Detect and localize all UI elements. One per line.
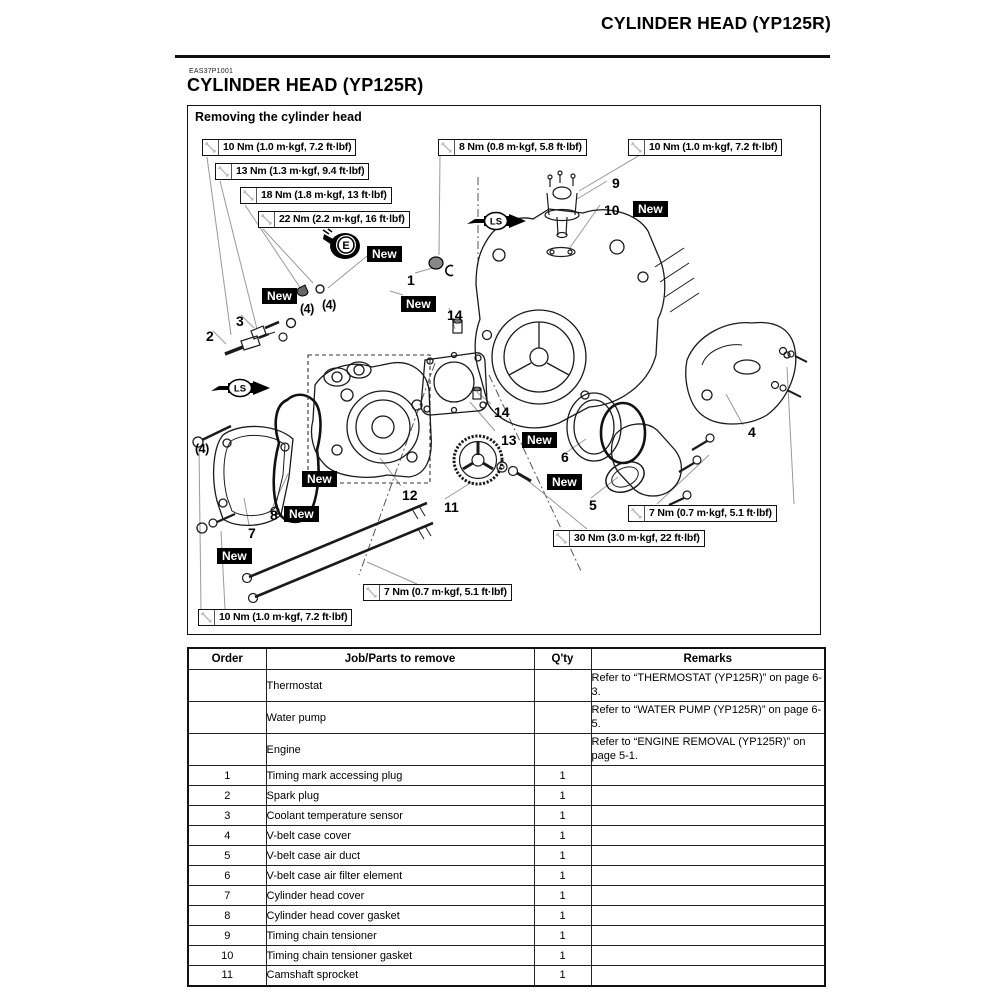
wrench-icon-box — [439, 140, 455, 155]
cell-order: 6 — [188, 866, 266, 886]
table-row — [188, 946, 825, 966]
part-number-label: 2 — [206, 328, 214, 344]
table-row — [188, 826, 825, 846]
wrench-icon — [631, 142, 642, 153]
wrench-icon-box — [199, 610, 215, 625]
table-row — [188, 670, 825, 702]
cell-job: Spark plug — [266, 786, 534, 806]
part-number-label: 12 — [402, 487, 418, 503]
cell-order — [188, 702, 266, 734]
cell-remarks: Refer to “ENGINE REMOVAL (YP125R)” on page 5-1. — [591, 734, 825, 766]
torque-spec-text: 10 Nm (1.0 m·kgf, 7.2 ft·lbf) — [223, 141, 352, 153]
wrench-icon-box — [554, 531, 570, 546]
part-number-label: 10 — [604, 202, 620, 218]
cell-job: Cylinder head cover gasket — [266, 906, 534, 926]
bolt-quantity-note: (4) — [300, 302, 314, 316]
parts-table — [187, 647, 826, 987]
torque-spec-text: 22 Nm (2.2 m·kgf, 16 ft·lbf) — [279, 213, 405, 225]
wrench-icon — [205, 142, 216, 153]
table-row — [188, 906, 825, 926]
new-badge: New — [367, 246, 402, 262]
cell-qty: 1 — [534, 906, 591, 926]
column-header: Job/Parts to remove — [266, 648, 534, 670]
torque-callout — [628, 139, 782, 156]
cell-remarks — [591, 806, 825, 826]
figure-subtitle: Removing the cylinder head — [195, 110, 362, 124]
table-row — [188, 702, 825, 734]
torque-spec-text: 18 Nm (1.8 m·kgf, 13 ft·lbf) — [261, 189, 387, 201]
section-title: CYLINDER HEAD (YP125R) — [187, 75, 424, 95]
wrench-icon — [218, 166, 229, 177]
torque-callout — [215, 163, 369, 180]
part-number-label: 1 — [407, 272, 415, 288]
cell-order — [188, 734, 266, 766]
wrench-icon-box — [203, 140, 219, 155]
cell-order — [188, 670, 266, 702]
cell-order: 1 — [188, 766, 266, 786]
cell-job: Camshaft sprocket — [266, 966, 534, 986]
part-number-label: 14 — [447, 307, 463, 323]
torque-callout — [198, 609, 352, 626]
part-number-label: 14 — [494, 404, 510, 420]
part-number-label: 7 — [248, 525, 256, 541]
table-header-row — [188, 648, 825, 670]
cell-job: V-belt case air duct — [266, 846, 534, 866]
cell-remarks — [591, 926, 825, 946]
wrench-icon — [366, 587, 377, 598]
cell-order: 7 — [188, 886, 266, 906]
bolt-quantity-note: (4) — [322, 298, 336, 312]
torque-spec-text: 10 Nm (1.0 m·kgf, 7.2 ft·lbf) — [649, 141, 778, 153]
column-header: Remarks — [591, 648, 825, 670]
grease-applicator-icon — [210, 376, 272, 405]
wrench-icon — [261, 214, 272, 225]
table-row — [188, 846, 825, 866]
new-badge: New — [547, 474, 582, 490]
table-row — [188, 734, 825, 766]
wrench-icon-box — [259, 212, 275, 227]
cell-job: Timing mark accessing plug — [266, 766, 534, 786]
column-header: Order — [188, 648, 266, 670]
part-number-label: 13 — [501, 432, 517, 448]
torque-spec-text: 7 Nm (0.7 m·kgf, 5.1 ft·lbf) — [384, 586, 507, 598]
cell-order: 3 — [188, 806, 266, 826]
torque-callout — [202, 139, 356, 156]
wrench-icon — [631, 508, 642, 519]
cell-job: V-belt case cover — [266, 826, 534, 846]
cell-qty: 1 — [534, 926, 591, 946]
table-row — [188, 886, 825, 906]
torque-spec-text: 13 Nm (1.3 m·kgf, 9.4 ft·lbf) — [236, 165, 365, 177]
new-badge: New — [522, 432, 557, 448]
cell-qty: 1 — [534, 946, 591, 966]
cell-qty: 1 — [534, 846, 591, 866]
new-badge: New — [217, 548, 252, 564]
part-number-label: 8 — [270, 507, 278, 523]
cell-remarks — [591, 826, 825, 846]
cell-qty — [534, 670, 591, 702]
new-badge: New — [633, 201, 668, 217]
cell-job: Coolant temperature sensor — [266, 806, 534, 826]
cell-remarks — [591, 766, 825, 786]
torque-spec-text: 7 Nm (0.7 m·kgf, 5.1 ft·lbf) — [649, 507, 772, 519]
torque-callout — [363, 584, 512, 601]
grease-applicator-icon — [466, 209, 528, 238]
part-number-label: 9 — [612, 175, 620, 191]
cell-qty: 1 — [534, 766, 591, 786]
part-number-label: 11 — [444, 499, 459, 515]
cell-qty: 1 — [534, 806, 591, 826]
cell-job: Water pump — [266, 702, 534, 734]
cell-qty — [534, 734, 591, 766]
part-number-label: 5 — [589, 497, 597, 513]
torque-spec-text: 8 Nm (0.8 m·kgf, 5.8 ft·lbf) — [459, 141, 582, 153]
section-code: EAS37P1001 — [189, 68, 234, 75]
cell-job: Cylinder head cover — [266, 886, 534, 906]
table-row — [188, 926, 825, 946]
cell-order: 2 — [188, 786, 266, 806]
cell-job: Engine — [266, 734, 534, 766]
cell-qty: 1 — [534, 826, 591, 846]
table-row — [188, 806, 825, 826]
torque-spec-text: 10 Nm (1.0 m·kgf, 7.2 ft·lbf) — [219, 611, 348, 623]
torque-callout — [553, 530, 705, 547]
applicator-letter: E — [342, 240, 350, 252]
cell-order: 9 — [188, 926, 266, 946]
cell-remarks — [591, 966, 825, 986]
new-badge: New — [284, 506, 319, 522]
wrench-icon — [243, 190, 254, 201]
wrench-icon-box — [241, 188, 257, 203]
cell-remarks — [591, 906, 825, 926]
wrench-icon-box — [364, 585, 380, 600]
torque-callout — [258, 211, 410, 228]
cell-remarks — [591, 786, 825, 806]
cell-order: 4 — [188, 826, 266, 846]
cell-remarks: Refer to “THERMOSTAT (YP125R)” on page 6-3. — [591, 670, 825, 702]
wrench-icon-box — [216, 164, 232, 179]
running-header: CYLINDER HEAD (YP125R) — [601, 13, 831, 33]
cell-order: 8 — [188, 906, 266, 926]
column-header: Q'ty — [534, 648, 591, 670]
new-badge: New — [262, 288, 297, 304]
table-row — [188, 966, 825, 986]
wrench-icon-box — [629, 506, 645, 521]
cell-qty: 1 — [534, 786, 591, 806]
cell-job: Timing chain tensioner — [266, 926, 534, 946]
cell-order: 10 — [188, 946, 266, 966]
torque-callout — [240, 187, 392, 204]
cell-remarks — [591, 866, 825, 886]
cell-remarks: Refer to “WATER PUMP (YP125R)” on page 6-5. — [591, 702, 825, 734]
cell-order: 11 — [188, 966, 266, 986]
cell-job: Thermostat — [266, 670, 534, 702]
table-row — [188, 766, 825, 786]
part-number-label: 6 — [561, 449, 569, 465]
cell-qty: 1 — [534, 886, 591, 906]
cell-order: 5 — [188, 846, 266, 866]
cell-remarks — [591, 846, 825, 866]
engine-oil-applicator-icon — [322, 228, 362, 265]
wrench-icon-box — [629, 140, 645, 155]
cell-remarks — [591, 886, 825, 906]
wrench-icon — [556, 533, 567, 544]
cell-qty — [534, 702, 591, 734]
cell-qty: 1 — [534, 866, 591, 886]
part-number-label: 4 — [748, 424, 756, 440]
applicator-letter: LS — [233, 383, 247, 395]
table-row — [188, 866, 825, 886]
applicator-letter: LS — [489, 216, 503, 228]
part-number-label: 3 — [236, 313, 244, 329]
new-badge: New — [401, 296, 436, 312]
torque-callout — [438, 139, 587, 156]
torque-spec-text: 30 Nm (3.0 m·kgf, 22 ft·lbf) — [574, 532, 700, 544]
cell-remarks — [591, 946, 825, 966]
bolt-quantity-note: (4) — [195, 442, 209, 456]
cell-job: V-belt case air filter element — [266, 866, 534, 886]
table-row — [188, 786, 825, 806]
new-badge: New — [302, 471, 337, 487]
torque-callout — [628, 505, 777, 522]
cell-qty: 1 — [534, 966, 591, 986]
wrench-icon — [201, 612, 212, 623]
wrench-icon — [441, 142, 452, 153]
cell-job: Timing chain tensioner gasket — [266, 946, 534, 966]
